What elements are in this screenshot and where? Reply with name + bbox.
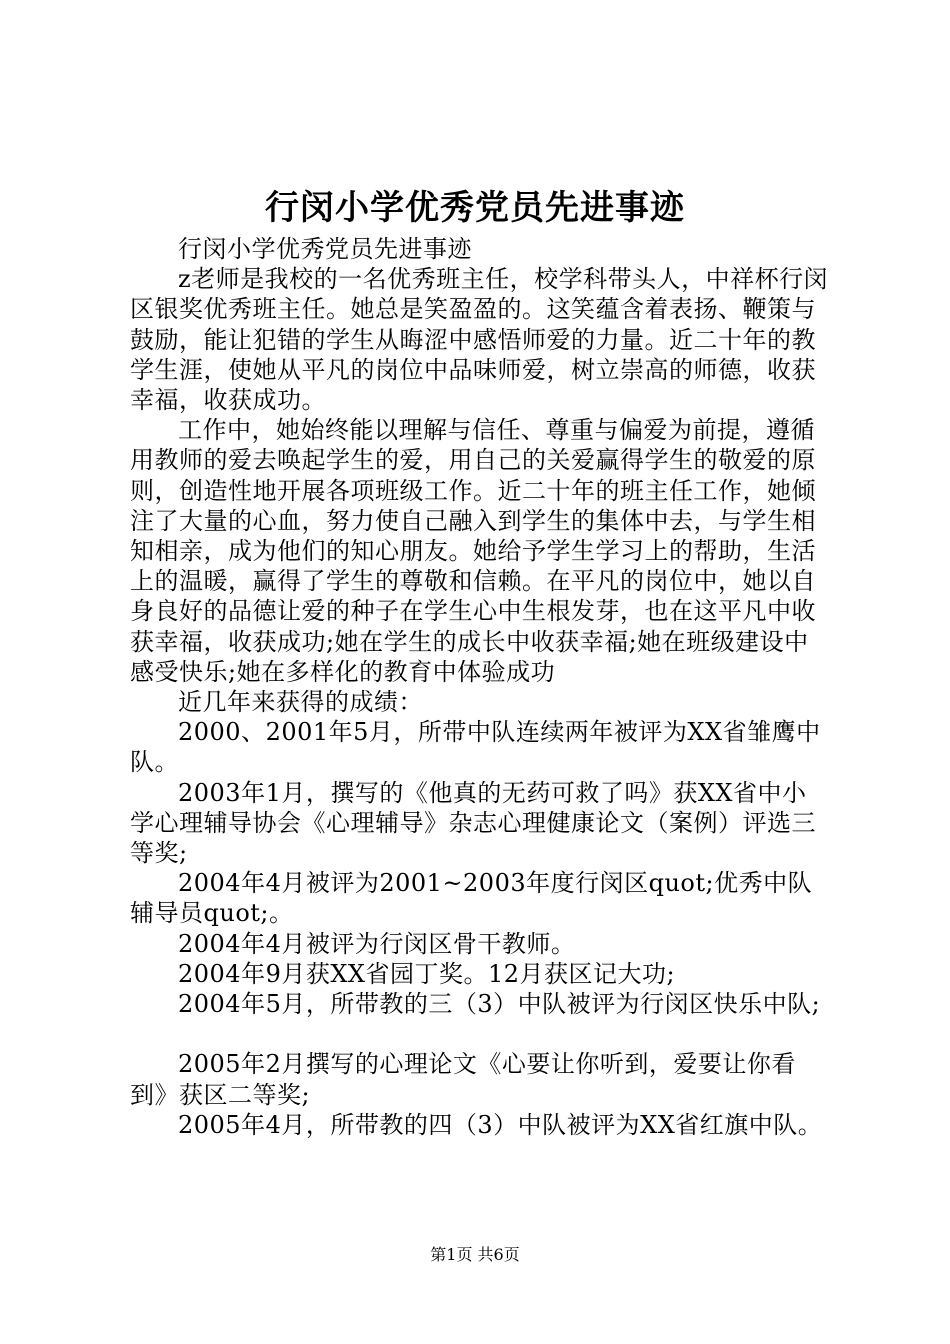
blank-line (130, 1019, 830, 1049)
achievement-item: 2003年1月，撰写的《他真的无药可救了吗》获XX省中小学心理辅导协会《心理辅导》杂志心理健康论文（案例）评选三等奖; (130, 778, 816, 868)
achievement-item: 2004年9月获XX省园丁奖。12月获区记大功; (178, 959, 676, 988)
paragraph-achievements-heading: 近几年来获得的成绩： (178, 688, 423, 717)
paragraph-work: 工作中，她始终能以理解与信任、尊重与偏爱为前提，遵循用教师的爱去唤起学生的爱，用自己的关爱赢得学生的敬爱的原则，创造性地开展各项班级工作。近二十年的班主任工作，她倾注了大量的心血，努力使自己融入到学生的集体中去，与学生相知相亲，成为他们的知心朋友。她给予学生学习上的帮助，生活上的温暖，赢得了学生的尊敬和信赖。在平凡的岗位中，她以自身良好的品德让爱的种子在学生心中生根发芽，也在这平凡中收获幸福，收获成功;她在学生的成长中收获幸福;她在班级建设中感受快乐;她在多样化的教育中体验成功 (130, 416, 816, 686)
paragraph-subtitle: 行闵小学优秀党员先进事迹 (178, 235, 472, 263)
achievement-item: 2004年4月被评为行闵区骨干教师。 (178, 929, 576, 958)
achievement-item: 2004年4月被评为2001~2003年度行闵区quot;优秀中队辅导员quot;。 (130, 869, 813, 928)
achievement-item: 2004年5月，所带教的三（3）中队被评为行闵区快乐中队; (178, 990, 821, 1019)
achievement-item: 2005年4月，所带教的四（3）中队被评为XX省红旗中队。 (178, 1110, 823, 1139)
achievement-item: 2000、2001年5月，所带中队连续两年被评为XX省雏鹰中队。 (130, 718, 821, 777)
page-number-label: 第1页 共6页 (430, 1245, 520, 1264)
document-body (130, 234, 830, 1140)
document-title: 行闵小学优秀党员先进事迹 (265, 188, 685, 228)
achievement-item: 2005年2月撰写的心理论文《心要让你听到，爱要让你看到》获区二等奖; (130, 1050, 796, 1109)
page-footer (0, 1244, 950, 1266)
paragraph-intro: z老师是我校的一名优秀班主任，校学科带头人，中祥杯行闵区银奖优秀班主任。她总是笑盈盈的。这笑蕴含着表扬、鞭策与鼓励，能让犯错的学生从晦涩中感悟师爱的力量。近二十年的教学生涯，使她从平凡的岗位中品味师爱，树立崇高的师德，收获幸福，收获成功。 (130, 265, 829, 415)
